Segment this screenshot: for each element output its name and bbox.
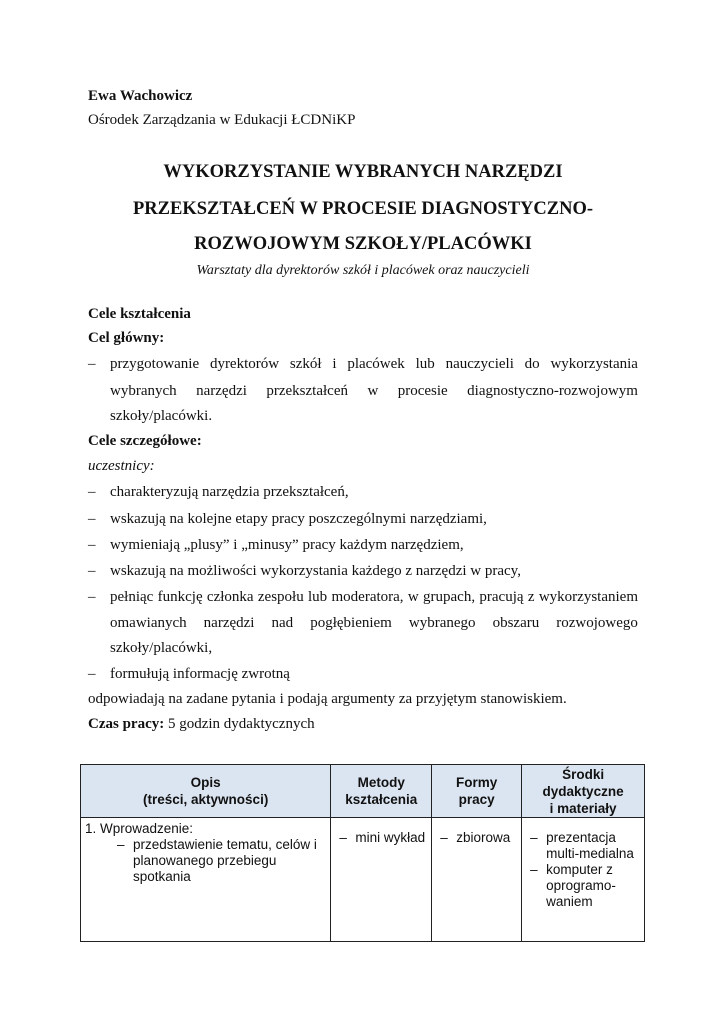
cell-srodki bbox=[522, 818, 645, 942]
word: szkół bbox=[289, 356, 322, 372]
metody-list bbox=[335, 830, 427, 846]
dash-bullet: – bbox=[88, 666, 96, 682]
opis-title: 1. Wprowadzenie: bbox=[85, 821, 194, 836]
word: placówek bbox=[347, 356, 405, 372]
word: zespołu bbox=[257, 589, 304, 605]
goal-item: wskazują na kolejne etapy pracy poszczególnymi narzędziami, bbox=[110, 511, 487, 527]
srodki-item: – prezentacja multi-medialna bbox=[526, 830, 640, 862]
main-goal-line-2 bbox=[110, 381, 638, 401]
dash-bullet: – bbox=[88, 484, 96, 500]
word: nauczycieli bbox=[445, 356, 514, 372]
word: wybranego bbox=[408, 615, 476, 631]
word: procesie bbox=[397, 383, 448, 399]
word: pracują bbox=[479, 589, 524, 605]
word: z bbox=[527, 589, 535, 605]
work-time-label: Czas pracy: bbox=[88, 716, 165, 732]
word: w bbox=[367, 383, 379, 399]
metody-item: – mini wykład bbox=[335, 830, 427, 846]
header-srodki-line: dydaktyczne bbox=[542, 783, 624, 799]
header-srodki-line: i materiały bbox=[549, 800, 617, 816]
header-metody-line: kształcenia bbox=[345, 792, 418, 807]
header-formy bbox=[432, 765, 522, 818]
header-opis-line: (treści, aktywności) bbox=[143, 792, 269, 807]
word: i bbox=[332, 356, 337, 372]
header-opis-line: Opis bbox=[190, 775, 221, 790]
srodki-list bbox=[526, 830, 640, 910]
author-institution: Ośrodek Zarządzania w Edukacji ŁCDNiKP bbox=[88, 112, 356, 128]
main-goal-line-3: szkoły/placówki. bbox=[110, 408, 213, 424]
goals-heading: Cele kształcenia bbox=[88, 306, 191, 322]
header-srodki bbox=[522, 765, 645, 818]
author-name: Ewa Wachowicz bbox=[88, 88, 193, 104]
goal-item: charakteryzują narzędzia przekształceń, bbox=[110, 484, 349, 500]
word: diagnostyczno-rozwojowym bbox=[467, 383, 638, 399]
goal-item-5-line-2 bbox=[110, 613, 638, 633]
goal-item-5-line-3: szkoły/placówki, bbox=[110, 640, 213, 656]
goal-item: wskazują na możliwości wykorzystania każdego z narzędzi w pracy, bbox=[110, 563, 521, 579]
word: w bbox=[407, 589, 419, 605]
word: wykorzystania bbox=[550, 356, 638, 372]
participants-label: uczestnicy: bbox=[88, 458, 155, 474]
header-formy-line: pracy bbox=[458, 792, 495, 807]
title-line-2: PRZEKSZTAŁCEŃ W PROCESIE DIAGNOSTYCZNO- bbox=[132, 199, 594, 219]
dash-bullet: – bbox=[88, 589, 96, 605]
word: narzędzi bbox=[196, 383, 247, 399]
word: rozwojowego bbox=[556, 615, 638, 631]
cell-metody bbox=[331, 818, 432, 942]
dash-bullet: – bbox=[88, 563, 96, 579]
word: nad bbox=[271, 615, 294, 631]
header-metody bbox=[331, 765, 432, 818]
title-line-3: ROZWOJOWYM SZKOŁY/PLACÓWKI bbox=[194, 234, 532, 254]
main-goal-heading: Cel główny: bbox=[88, 330, 165, 346]
srodki-item: – komputer z oprogramo-waniem bbox=[526, 862, 640, 910]
word: lub bbox=[415, 356, 435, 372]
word: wybranych bbox=[110, 383, 177, 399]
closing-sentence: odpowiadają na zadane pytania i podają argumenty za przyjętym stanowiskiem. bbox=[88, 691, 567, 707]
cell-formy bbox=[432, 818, 522, 942]
lesson-plan-table bbox=[80, 764, 645, 942]
word: pełniąc bbox=[110, 589, 154, 605]
title-line-1: WYKORZYSTANIE WYBRANYCH NARZĘDZI bbox=[163, 162, 563, 182]
opis-item: – przedstawienie tematu, celów i planowanego przebiegu spotkania bbox=[119, 837, 326, 885]
word: dyrektorów bbox=[209, 356, 280, 372]
detailed-goals-heading: Cele szczegółowe: bbox=[88, 433, 202, 449]
formy-item: – zbiorowa bbox=[436, 830, 517, 846]
word: moderatora, bbox=[331, 589, 404, 605]
word: lub bbox=[308, 589, 328, 605]
word: przekształceń bbox=[266, 383, 348, 399]
header-metody-line: Metody bbox=[357, 775, 405, 790]
word: grupach, bbox=[423, 589, 476, 605]
goal-item-5-line-1 bbox=[110, 587, 638, 607]
main-goal-line-1 bbox=[110, 354, 638, 374]
goal-item: wymieniają „plusy” i „minusy” pracy każdym narzędziem, bbox=[110, 537, 464, 553]
dash-bullet: – bbox=[88, 511, 96, 527]
word: obszaru bbox=[492, 615, 540, 631]
word: narzędzi bbox=[203, 615, 255, 631]
formy-list bbox=[436, 830, 517, 846]
goal-item-6: formułują informację zwrotną bbox=[110, 666, 290, 682]
cell-opis bbox=[81, 818, 331, 942]
word: wykorzystaniem bbox=[538, 589, 638, 605]
dash-bullet: – bbox=[88, 537, 96, 553]
table-header-row bbox=[81, 765, 645, 818]
word: przygotowanie bbox=[110, 356, 200, 372]
header-formy-line: Formy bbox=[456, 775, 498, 790]
table-row bbox=[81, 818, 645, 942]
word: członka bbox=[206, 589, 254, 605]
title-subtitle: Warsztaty dla dyrektorów szkół i placówek oraz nauczycieli bbox=[196, 263, 530, 278]
word: pogłębieniem bbox=[310, 615, 392, 631]
opis-list bbox=[85, 837, 326, 885]
word: do bbox=[524, 356, 540, 372]
word: omawianych bbox=[110, 615, 187, 631]
work-time-value: 5 godzin dydaktycznych bbox=[164, 716, 315, 732]
dash-bullet: – bbox=[88, 356, 96, 372]
header-srodki-line: Środki bbox=[562, 766, 605, 782]
word: funkcję bbox=[157, 589, 203, 605]
header-opis bbox=[81, 765, 331, 818]
work-time bbox=[88, 714, 315, 734]
